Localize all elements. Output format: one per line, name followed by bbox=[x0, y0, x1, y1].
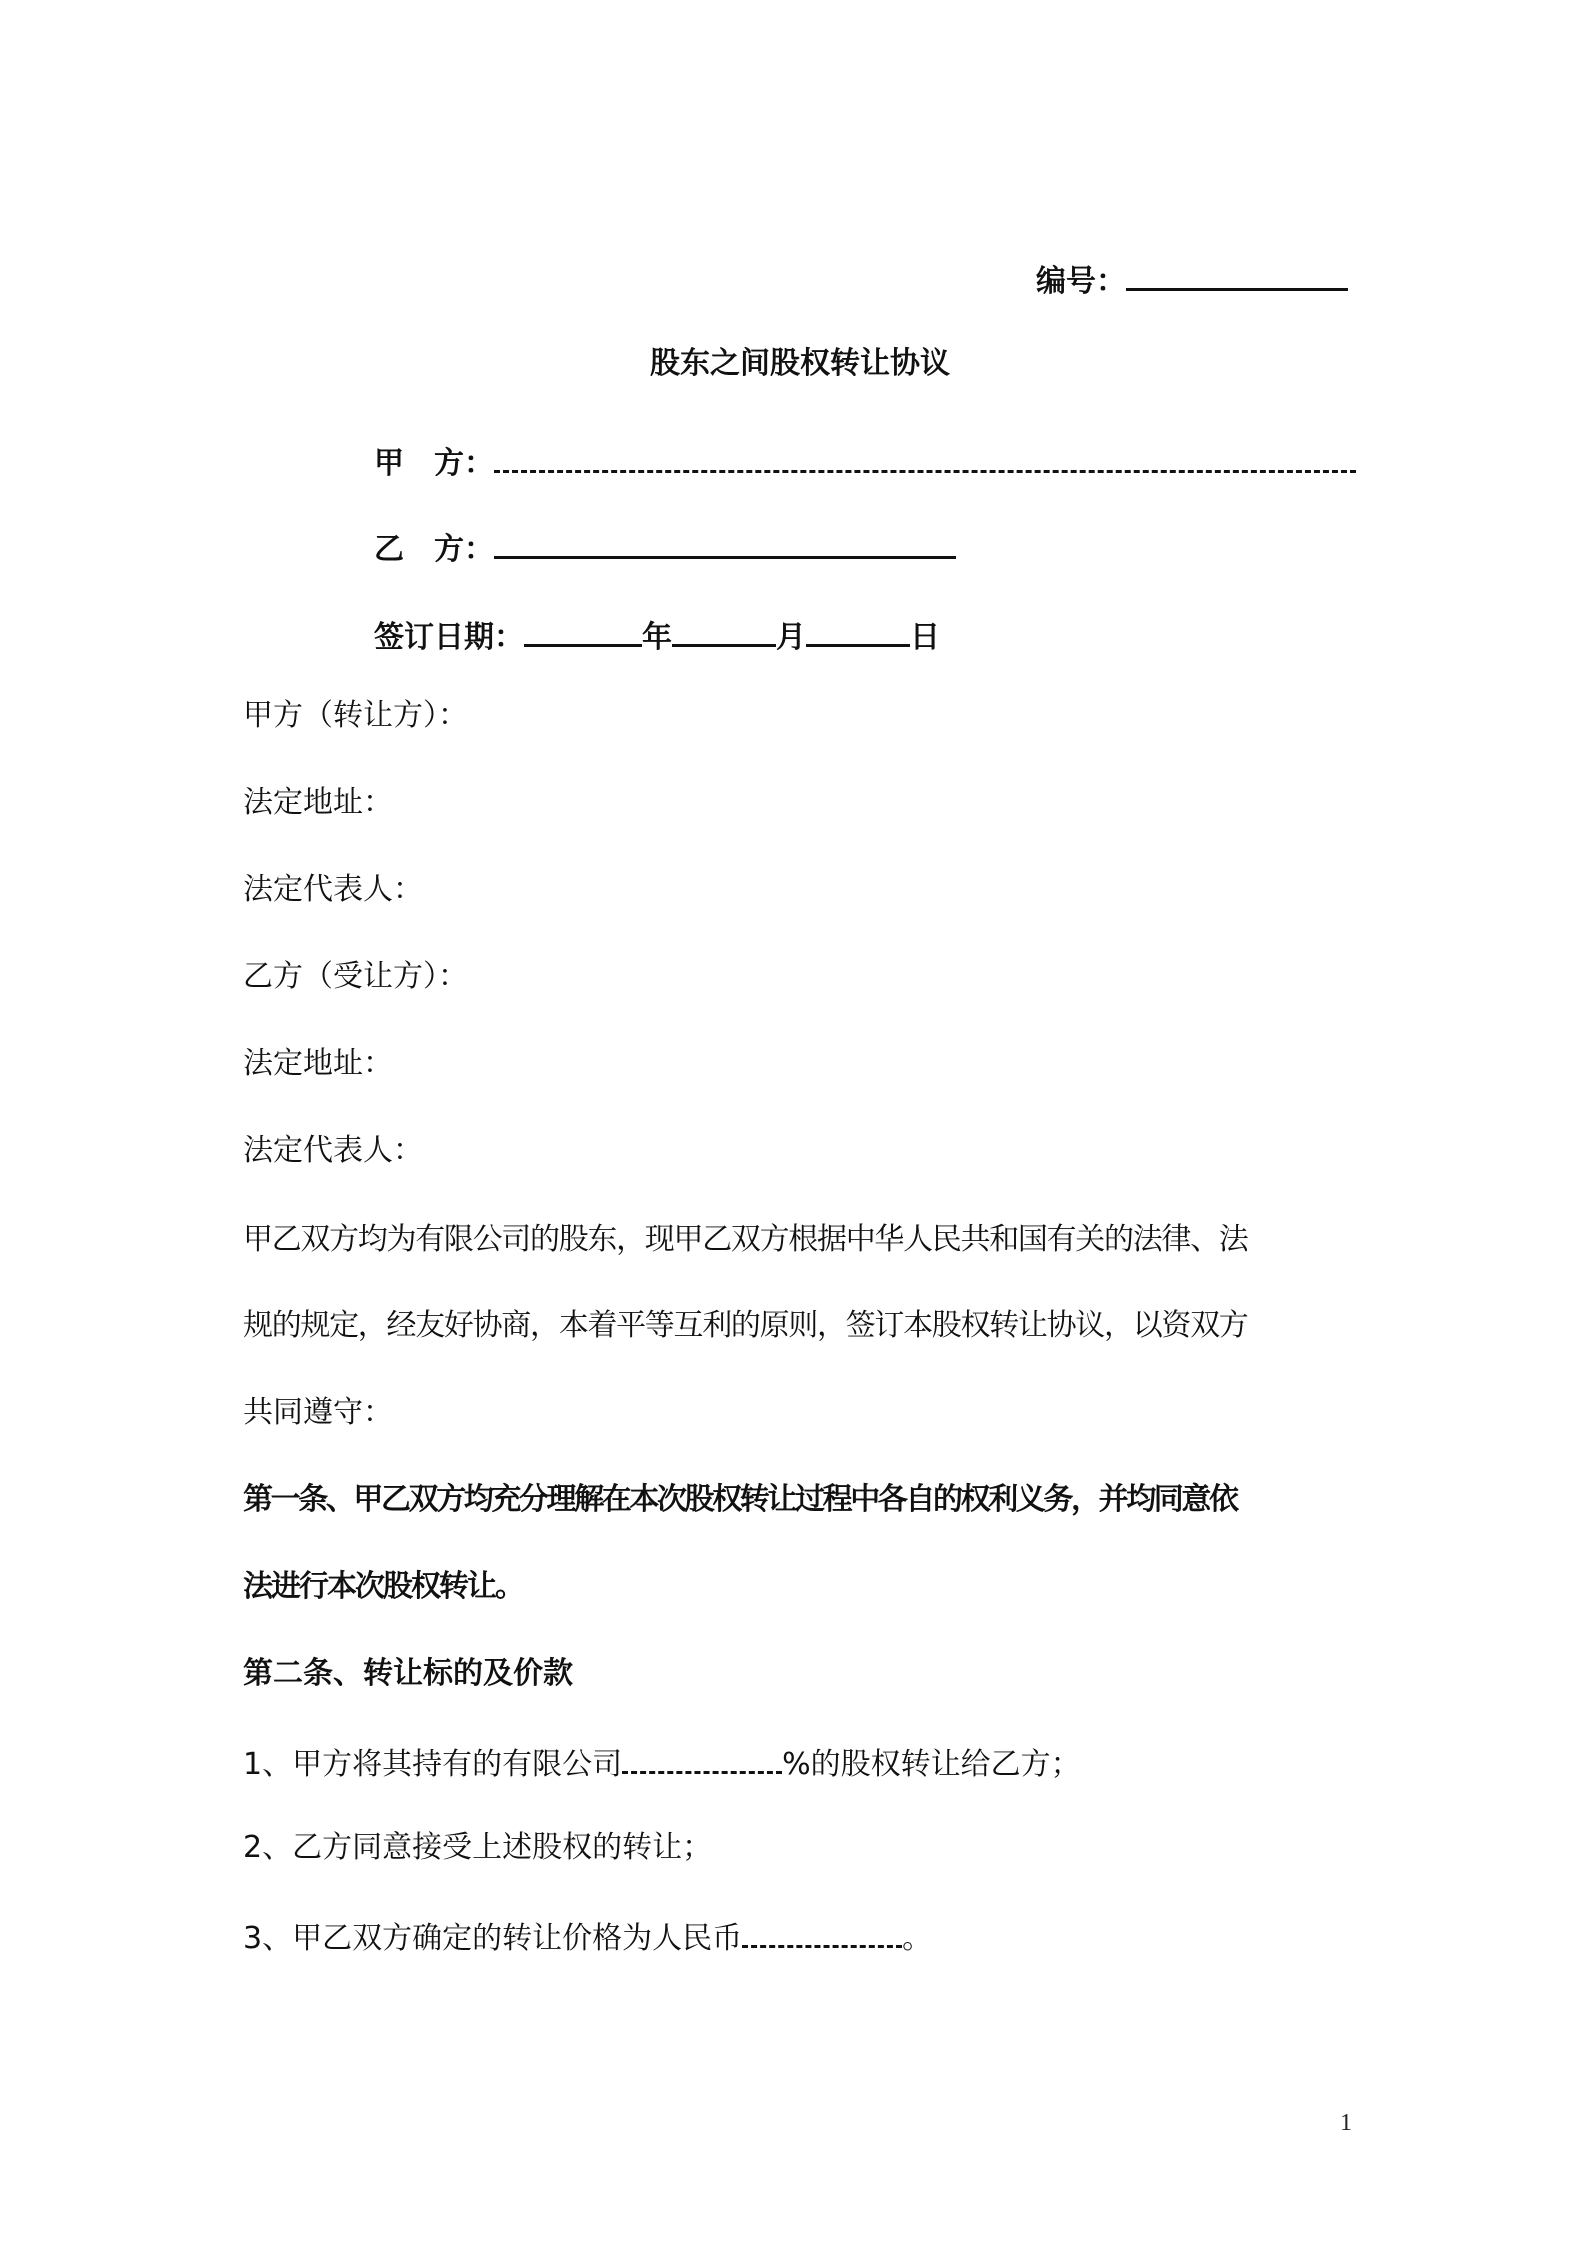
party-b-label: 乙 方： bbox=[374, 532, 494, 567]
article-1-line-1: 第一条、甲乙双方均充分理解在本次股权转让过程中各自的权利义务，并均同意依 bbox=[243, 1482, 1237, 1517]
party-a-row bbox=[374, 440, 1356, 484]
serial-number-row bbox=[1036, 258, 1348, 302]
article-2-heading: 第二条、转让标的及价款 bbox=[243, 1656, 573, 1691]
transferee-address-label: 法定地址： bbox=[243, 1046, 393, 1081]
sign-date-label: 签订日期： bbox=[374, 620, 524, 655]
transferee-representative-label: 法定代表人： bbox=[243, 1133, 423, 1168]
preamble-line-2: 规的规定，经友好协商，本着平等互利的原则，签订本股权转让协议，以资双方 bbox=[243, 1308, 1248, 1343]
sign-date-row bbox=[374, 614, 940, 658]
article-2-item-2: 2、乙方同意接受上述股权的转让； bbox=[243, 1830, 713, 1865]
document-title: 股东之间股权转让协议 bbox=[650, 346, 950, 381]
preamble-line-1: 甲乙双方均为有限公司的股东，现甲乙双方根据中华人民共和国有关的法律、法 bbox=[243, 1222, 1248, 1257]
month-label: 月 bbox=[776, 620, 806, 655]
year-field[interactable] bbox=[524, 614, 642, 647]
serial-number-field[interactable] bbox=[1126, 258, 1348, 291]
year-label: 年 bbox=[642, 620, 672, 655]
article-2-item-1 bbox=[243, 1741, 1081, 1785]
day-label: 日 bbox=[910, 620, 940, 655]
item-3-text-after: 。 bbox=[902, 1921, 933, 1956]
day-field[interactable] bbox=[806, 614, 910, 647]
serial-number-label: 编号： bbox=[1036, 264, 1126, 299]
page-number: 1 bbox=[1340, 2110, 1352, 2136]
item-1-text-after: %的股权转让给乙方； bbox=[782, 1747, 1081, 1782]
party-a-label: 甲 方： bbox=[374, 446, 494, 481]
transferee-label: 乙方（受让方）： bbox=[243, 959, 468, 994]
equity-percentage-field[interactable] bbox=[622, 1741, 782, 1774]
article-1-line-2: 法进行本次股权转让。 bbox=[243, 1569, 523, 1604]
article-2-item-3 bbox=[243, 1915, 932, 1959]
transferor-representative-label: 法定代表人： bbox=[243, 872, 423, 907]
preamble-line-3: 共同遵守： bbox=[243, 1395, 393, 1430]
transferor-address-label: 法定地址： bbox=[243, 785, 393, 820]
party-a-field[interactable] bbox=[494, 440, 1356, 473]
transferor-label: 甲方（转让方）： bbox=[243, 698, 468, 733]
month-field[interactable] bbox=[672, 614, 776, 647]
party-b-row bbox=[374, 526, 956, 570]
item-1-text-before: 1、甲方将其持有的有限公司 bbox=[243, 1747, 623, 1782]
party-b-field[interactable] bbox=[494, 526, 956, 559]
transfer-price-field[interactable] bbox=[742, 1915, 902, 1948]
item-3-text-before: 3、甲乙双方确定的转让价格为人民币 bbox=[243, 1921, 743, 1956]
